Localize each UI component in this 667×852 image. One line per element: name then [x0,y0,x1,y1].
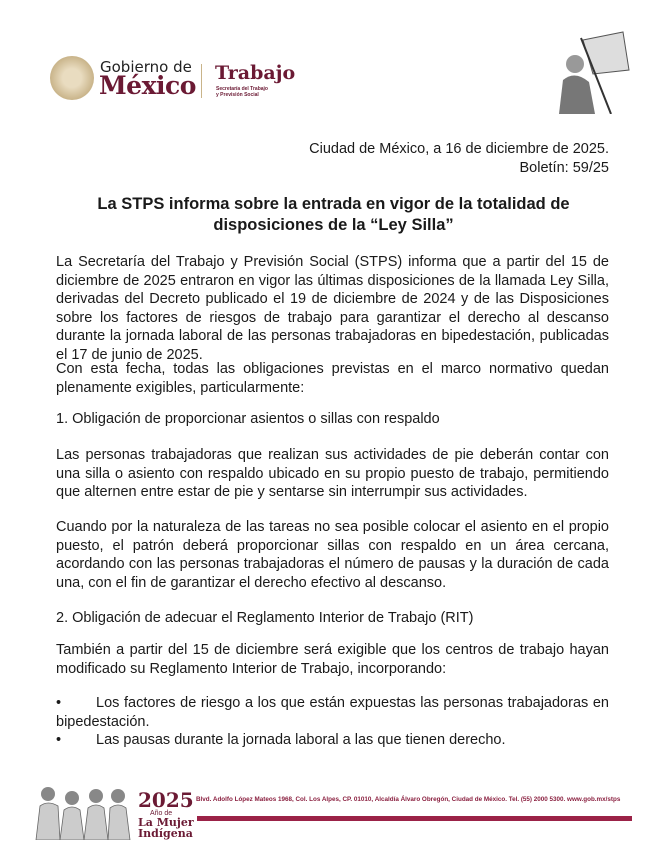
gov-logo-line1: Gobierno de [100,58,192,76]
press-title: La STPS informa sobre la entrada en vigor de la totalidad de disposiciones de la “Ley Silla” [97,195,570,234]
paragraph-rit: También a partir del 15 de diciembre será exigible que los centros de trabajo hayan modificado su Reglamento Interior de Trabajo, incorporando: [56,642,609,677]
year-title-2: Indígena [138,827,193,840]
paragraph-seats: Las personas trabajadoras que realizan sus actividades de pie deberán contar con una silla o asiento con respaldo ubicado en su propio puesto de trabajo, permitiendo que alternen entre estar de pie y sentarse sin interrumpir sus actividades. [56,447,609,501]
bullet-text: Los factores de riesgo a los que están expuestas las personas trabajadoras en bipedestación. [56,695,609,730]
paragraph-nearby-area: Cuando por la naturaleza de las tareas no sea posible colocar el asiento en el propio puesto, el patrón deberá proporcionar sillas con respaldo en un área cercana, acordando con las personas trabajadoras el número de pausas y la duración de cada una, con el fin de garantizar el derecho efectivo al descanso. [56,519,609,591]
paragraph-intro: La Secretaría del Trabajo y Previsión Social (STPS) informa que a partir del 15 de diciembre de 2025 entraron en vigor las últimas disposiciones de la llamada Ley Silla, derivadas del Decreto publicado el 19 de diciembre de 2024 y de las Disposiciones sobre los factores de riesgos de trabajo para garantizar el derecho al descanso durante la jornada laboral de las personas trabajadoras en bipedestación, publicadas el 17 de junio de 2025. [56,254,609,363]
bullet-symbol: • [56,695,62,711]
indigenous-women-illustration [32,778,132,840]
heroine-flag-illustration [553,30,631,114]
year-sub: Año de [150,810,173,817]
bullet-symbol: • [56,732,62,748]
bulletin-number: Boletín: 59/25 [519,159,609,176]
year-title-1: La Mujer [138,816,194,829]
dateline [309,140,609,177]
agency-subtitle [216,86,296,98]
footer-address: Blvd. Adolfo López Mateos 1968, Col. Los Alpes, CP. 01010, Alcaldía Álvaro Obregón, Ciudad de México. Tel. (55) 2000 5300. www.gob.mx/stps [196,796,621,803]
agency-sub-2: y Previsión Social [216,92,259,98]
footer-bar [197,816,632,821]
bullet-item [56,694,609,731]
bullet-item [56,731,609,750]
national-seal-logo [50,56,94,100]
agency-logo: Trabajo [215,62,296,84]
heading-obligation-1: 1. Obligación de proporcionar asientos o sillas con respaldo [56,411,440,427]
agency-sub-1: Secretaría del Trabajo [216,86,268,92]
gov-logo-line2: México [99,71,196,100]
logo-divider [201,64,202,98]
heading-obligation-2: 2. Obligación de adecuar el Reglamento Interior de Trabajo (RIT) [56,610,474,626]
bullet-text: Las pausas durante la jornada laboral a las que tienen derecho. [96,732,506,748]
year-logo: 2025 [138,788,194,812]
place-date: Ciudad de México, a 16 de diciembre de 2025. [309,141,609,157]
paragraph-obligations: Con esta fecha, todas las obligaciones previstas en el marco normativo quedan plenamente exigibles, particularmente: [56,361,609,396]
year-title [138,817,194,839]
